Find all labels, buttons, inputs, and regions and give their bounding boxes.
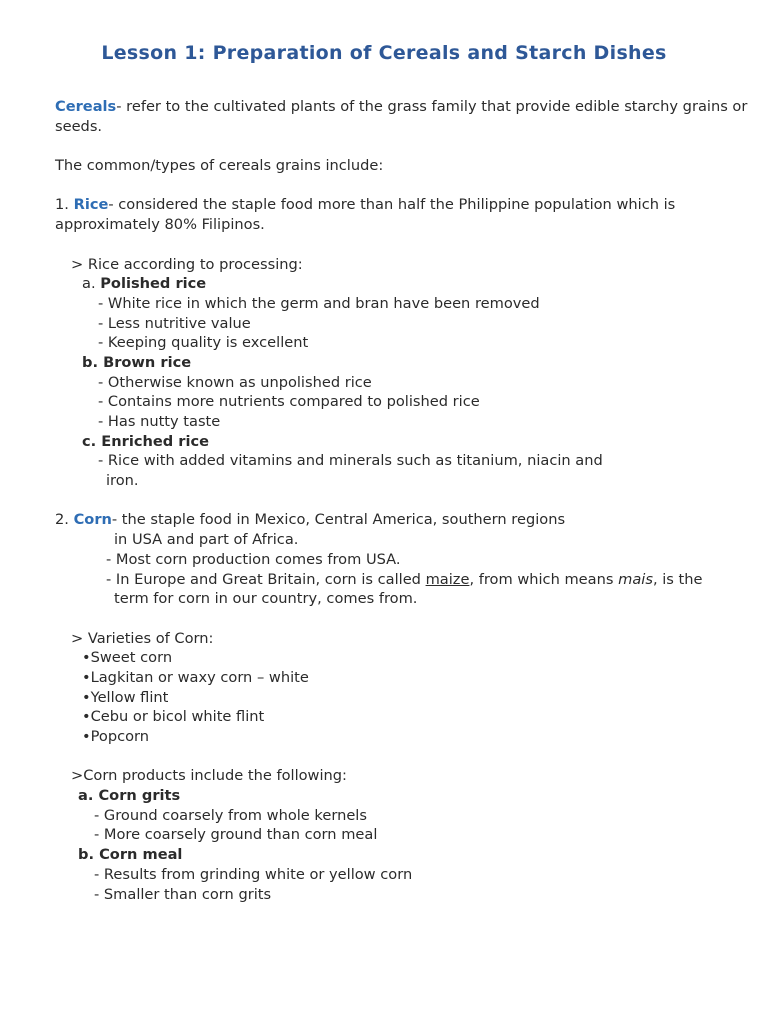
polished-rice-letter: a.	[82, 275, 101, 293]
list-item: - Less nutritive value	[98, 314, 251, 332]
corn-desc-line2: in USA and part of Africa.	[114, 531, 299, 549]
enriched-rice-letter: c.	[82, 432, 102, 450]
rice-processing-heading: > Rice according to processing:	[71, 255, 303, 273]
list-item: - Otherwise known as unpolished rice	[98, 373, 372, 391]
cereals-definition: - refer to the cultivated plants of the grass family that provide edible starchy grains or	[116, 98, 748, 115]
list-item: - Has nutty taste	[98, 413, 221, 430]
brown-rice-name: Brown rice	[103, 353, 192, 371]
corn-meal-name: Corn meal	[99, 846, 183, 864]
corn-varieties-heading: > Varieties of Corn:	[71, 629, 214, 647]
list-item: - Most corn production comes from USA.	[106, 550, 401, 568]
types-intro: The common/types of cereals grains include:	[55, 157, 384, 175]
list-item: •Cebu or bicol white flint	[82, 708, 265, 726]
corn-products-heading: >Corn products include the following:	[71, 767, 347, 785]
page-title: Lesson 1: Preparation of Cereals and Starch Dishes	[101, 42, 667, 64]
rice-desc: - considered the staple food more than half the Philippine population which is	[108, 196, 676, 214]
corn-point2-text: - In Europe and Great Britain, corn is called	[106, 570, 426, 588]
polished-rice-name: Polished rice	[100, 275, 207, 293]
polished-rice-heading	[55, 274, 725, 294]
maize-term: maize	[425, 570, 470, 588]
list-item: - White rice in which the germ and bran have been removed	[98, 294, 540, 312]
cereals-definition-line1	[55, 97, 748, 117]
list-item: •Sweet corn	[82, 649, 173, 667]
corn-point2-text: , is the	[652, 570, 703, 588]
list-item: •Yellow flint	[82, 688, 169, 706]
rice-heading	[55, 195, 725, 215]
list-item: - Contains more nutrients compared to polished rice	[98, 393, 480, 411]
mais-term: mais	[618, 570, 653, 588]
brown-rice-letter: b.	[82, 353, 104, 371]
list-item: •Popcorn	[82, 728, 150, 745]
cereals-term: Cereals	[55, 98, 117, 115]
list-item: - Smaller than corn grits	[94, 885, 272, 903]
brown-rice-heading	[55, 353, 725, 373]
corn-desc: - the staple food in Mexico, Central America, southern regions	[111, 511, 566, 529]
list-item: - Rice with added vitamins and minerals such as titanium, niacin and	[98, 452, 603, 470]
rice-term: Rice	[73, 196, 109, 214]
corn-grits-heading: a. Corn grits	[78, 787, 181, 805]
list-item: - More coarsely ground than corn meal	[94, 826, 378, 844]
enriched-rice-name: Enriched rice	[101, 432, 210, 450]
rice-desc-line2: approximately 80% Filipinos.	[55, 216, 265, 234]
list-item: - Ground coarsely from whole kernels	[94, 806, 367, 824]
corn-number: 2.	[55, 511, 74, 529]
list-item: •Lagkitan or waxy corn – white	[82, 668, 309, 686]
corn-heading	[55, 510, 725, 530]
corn-meal-letter: b.	[78, 846, 100, 864]
list-item-continuation: iron.	[106, 472, 139, 490]
corn-term: Corn	[73, 511, 112, 529]
list-item	[55, 570, 725, 590]
cereals-definition-line2: seeds.	[55, 117, 103, 135]
list-item: - Results from grinding white or yellow corn	[94, 865, 413, 883]
corn-meal-heading	[55, 845, 725, 865]
list-item: - Keeping quality is excellent	[98, 334, 309, 352]
corn-point2-text: , from which means	[469, 570, 619, 588]
rice-number: 1.	[55, 196, 74, 214]
list-item-continuation: term for corn in our country, comes from.	[114, 590, 418, 608]
document-body	[55, 97, 748, 904]
enriched-rice-heading	[55, 432, 725, 452]
